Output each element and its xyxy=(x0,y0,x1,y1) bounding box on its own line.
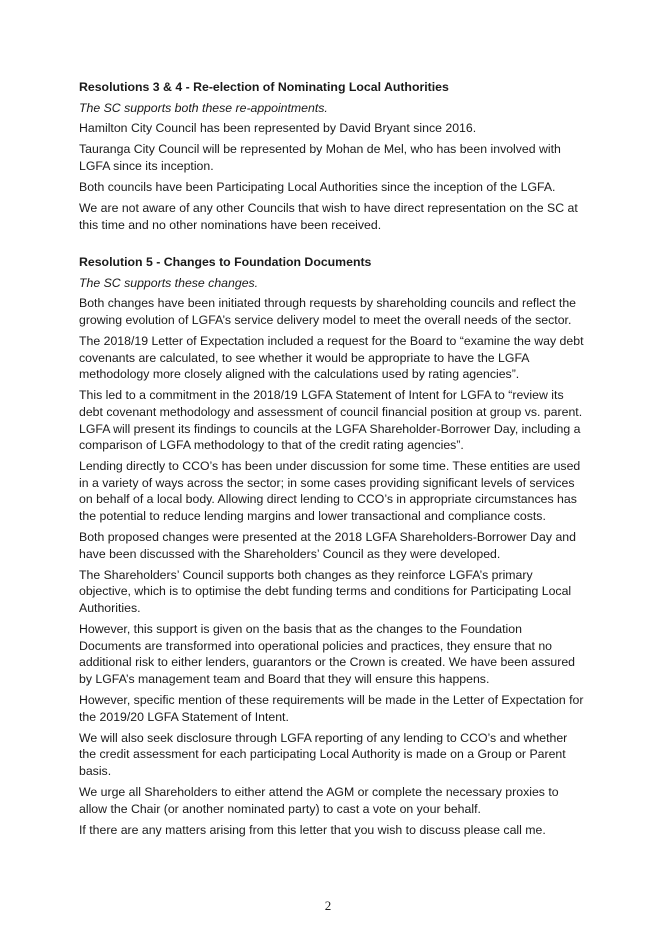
paragraph: Tauranga City Council will be represented by Mohan de Mel, who has been involved with LGFA since its inception. xyxy=(79,142,561,173)
paragraph: We are not aware of any other Councils that wish to have direct representation on the SC at this time and no other nominations have been received. xyxy=(79,201,578,232)
page-number: 2 xyxy=(324,898,332,913)
paragraph: We will also seek disclosure through LGFA reporting of any lending to CCO’s and whether the credit assessment for each participating Local Authority is made on a Group or Parent basis. xyxy=(79,730,568,778)
paragraph: However, this support is given on the basis that as the changes to the Foundation Documents are transformed into operational policies and practices, they ensure that no additional risk to either lenders, guarantors or the Crown is created. We have been assured by LGFA’s management team and Board that they will ensure this happens. xyxy=(79,622,576,686)
paragraph: The 2018/19 Letter of Expectation included a request for the Board to “examine the way debt covenants are calculated, to see whether it would be appropriate to have the LGFA methodology more closely aligned with the calculations used by rating agencies”. xyxy=(79,334,584,382)
section-intro: The SC supports both these re-appointments. xyxy=(79,100,328,115)
paragraph: Both changes have been initiated through requests by shareholding councils and reflect the growing evolution of LGFA’s service delivery model to meet the overall needs of the sector. xyxy=(79,296,576,328)
section-resolution-5 xyxy=(79,254,586,838)
section-heading: Resolutions 3 & 4 - Re-election of Nominating Local Authorities xyxy=(79,80,449,94)
paragraph: We urge all Shareholders to either attend the AGM or complete the necessary proxies to allow the Chair (or another nominated party) to cast a vote on your behalf. xyxy=(79,784,559,816)
paragraph: This led to a commitment in the 2018/19 LGFA Statement of Intent for LGFA to “review its debt covenant methodology and assessment of council financial position at group vs. parent. LGFA will present its findings to councils at the LGFA Shareholder-Borrower Day, including a comparison of LGFA methodology to that of the credit rating agencies”. xyxy=(79,388,583,453)
section-resolutions-3-4 xyxy=(79,79,586,233)
paragraph: If there are any matters arising from this letter that you wish to discuss please call me. xyxy=(79,822,546,837)
paragraph: Both proposed changes were presented at the 2018 LGFA Shareholders-Borrower Day and have been discussed with the Shareholders’ Council as they were developed. xyxy=(79,530,576,561)
paragraph: Hamilton City Council has been represented by David Bryant since 2016. xyxy=(79,121,477,136)
paragraph: However, specific mention of these requirements will be made in the Letter of Expectation for the 2019/20 LGFA Statement of Intent. xyxy=(79,693,584,724)
section-intro: The SC supports these changes. xyxy=(79,275,259,290)
paragraph: Lending directly to CCO’s has been under discussion for some time. These entities are used in a variety of ways across the sector; in some cases providing significant levels of services on behalf of a local body. Allowing direct lending to CCO’s in appropriate circumstances has the potential to reduce lending margins and lower transactional and compliance costs. xyxy=(79,459,581,524)
paragraph: The Shareholders’ Council supports both changes as they reinforce LGFA’s primary objective, which is to optimise the debt funding terms and conditions for Participating Local Authorities. xyxy=(79,567,572,616)
section-heading: Resolution 5 - Changes to Foundation Documents xyxy=(79,255,372,270)
paragraph: Both councils have been Participating Local Authorities since the inception of the LGFA. xyxy=(79,179,556,194)
